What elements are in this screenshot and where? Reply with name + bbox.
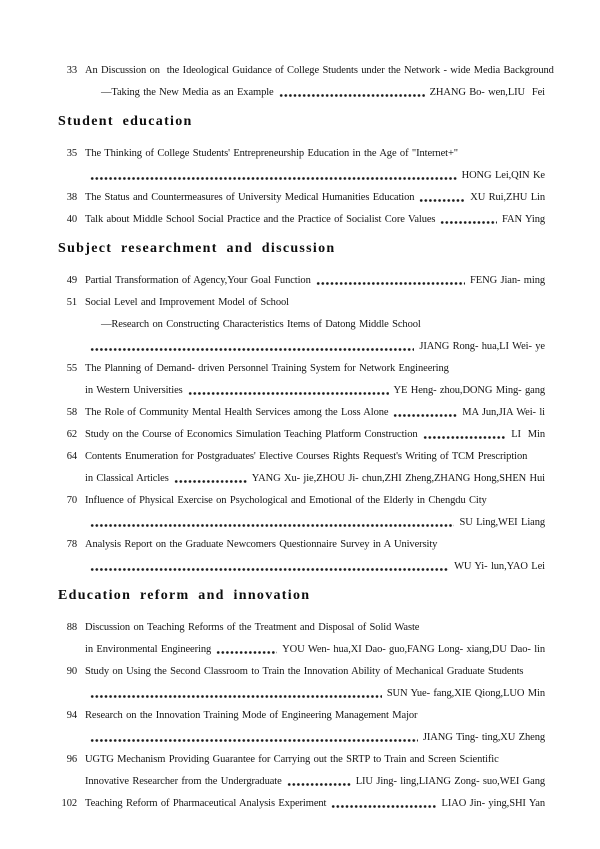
entry-authors: LIAO Jin- ying,SHI Yan bbox=[441, 798, 545, 809]
section-heading: Education reform and innovation bbox=[58, 588, 311, 603]
entry-title: Research on the Innovation Training Mode of Engineering Management Major bbox=[85, 710, 418, 721]
entry-authors: YOU Wen- hua,XI Dao- guo,FANG Long- xiang,DU Dao- lin bbox=[282, 644, 545, 655]
entry-title: UGTG Mechanism Providing Guarantee for Carrying out the SRTP to Train and Screen Scientific bbox=[85, 754, 499, 765]
toc-entry-line bbox=[58, 771, 545, 793]
toc-entry-line bbox=[58, 705, 545, 727]
entry-line-body bbox=[85, 490, 545, 512]
entry-authors: LI Min bbox=[511, 429, 545, 440]
entry-title: Discussion on Teaching Reforms of the Treatment and Disposal of Solid Waste bbox=[85, 622, 420, 633]
entry-title: Talk about Middle School Social Practice and the Practice of Socialist Core Values bbox=[85, 214, 436, 225]
dot-leader bbox=[90, 165, 457, 187]
entry-line-body bbox=[85, 143, 545, 165]
entry-page-number bbox=[58, 556, 77, 578]
dot-leader bbox=[90, 683, 382, 705]
toc-entry-line bbox=[58, 402, 545, 424]
entry-page-number: 96 bbox=[66, 754, 77, 765]
dot-leader bbox=[188, 380, 389, 402]
toc-entry-line bbox=[58, 446, 545, 468]
entry-page-number bbox=[58, 639, 77, 661]
entry-authors: SUN Yue- fang,XIE Qiong,LUO Min bbox=[386, 688, 545, 699]
entry-page-number: 49 bbox=[66, 275, 77, 286]
entry-authors: JIANG Ting- ting,XU Zheng bbox=[422, 732, 545, 743]
entry-page-number: 78 bbox=[66, 539, 77, 550]
toc-entry-line bbox=[58, 187, 545, 209]
dot-leader bbox=[423, 424, 507, 446]
entry-line-body bbox=[85, 60, 554, 82]
toc-entry-line bbox=[58, 60, 554, 82]
entry-page-number: 51 bbox=[66, 297, 77, 308]
entry-authors: FENG Jian- ming bbox=[470, 275, 545, 286]
dot-leader bbox=[419, 187, 465, 209]
toc-entry-line bbox=[58, 380, 545, 402]
entry-title: Partial Transformation of Agency,Your Goal Function bbox=[85, 275, 311, 286]
entry-title: Contents Enumeration for Postgraduates' Elective Courses Rights Request's Writing of TCM Prescription bbox=[85, 451, 528, 462]
entry-page-number: 58 bbox=[66, 407, 77, 418]
entry-title: The Planning of Demand- driven Personnel Training System for Network Engineering bbox=[85, 363, 449, 374]
toc-entry-line bbox=[58, 314, 545, 336]
entry-line-body bbox=[85, 556, 545, 578]
entry-authors: JIANG Rong- hua,LI Wei- ye bbox=[419, 341, 545, 352]
dot-leader bbox=[316, 270, 465, 292]
entry-line-body bbox=[85, 336, 545, 358]
entry-page-number bbox=[58, 82, 77, 104]
entry-page-number: 94 bbox=[66, 710, 77, 721]
toc-entry-line bbox=[58, 468, 545, 490]
entry-page-number bbox=[58, 314, 77, 336]
entry-title: The Thinking of College Students' Entrepreneurship Education in the Age of "Internet+" bbox=[85, 148, 458, 159]
entry-title: Innovative Researcher from the Undergraduate bbox=[85, 776, 282, 787]
entry-line-body bbox=[85, 727, 545, 749]
entry-page-number: 102 bbox=[61, 798, 77, 809]
section-heading: Subject researchment and discussion bbox=[58, 241, 336, 256]
toc-entry-line bbox=[58, 490, 545, 512]
entry-title: Social Level and Improvement Model of School bbox=[85, 297, 289, 308]
entry-title: Teaching Reform of Pharmaceutical Analysis Experiment bbox=[85, 798, 327, 809]
entry-page-number bbox=[58, 683, 77, 705]
dot-leader bbox=[90, 512, 454, 534]
toc-entry-line bbox=[58, 82, 545, 104]
entry-page-number: 35 bbox=[66, 148, 77, 159]
dot-leader bbox=[216, 639, 277, 661]
entry-page-number: 62 bbox=[66, 429, 77, 440]
dot-leader bbox=[287, 771, 351, 793]
entry-line-body bbox=[85, 402, 545, 424]
entry-line-body bbox=[85, 639, 545, 661]
entry-line-body bbox=[85, 82, 545, 104]
toc-entry-line bbox=[58, 270, 545, 292]
entry-title: in Environmental Engineering bbox=[85, 644, 212, 655]
dot-leader bbox=[440, 209, 497, 231]
entry-page-number: 88 bbox=[66, 622, 77, 633]
section-heading: Student education bbox=[58, 114, 193, 129]
entry-title: An Discussion on the Ideological Guidance of College Students under the Network - wide Media Background bbox=[85, 65, 554, 76]
entry-authors: LIU Jing- ling,LIANG Zong- suo,WEI Gang bbox=[355, 776, 545, 787]
toc-entry-line bbox=[58, 143, 545, 165]
entry-authors: SU Ling,WEI Liang bbox=[459, 517, 545, 528]
entry-line-body bbox=[85, 270, 545, 292]
entry-title: in Western Universities bbox=[85, 385, 183, 396]
entry-page-number bbox=[58, 380, 77, 402]
entry-title: Study on the Course of Economics Simulation Teaching Platform Construction bbox=[85, 429, 418, 440]
entry-line-body bbox=[85, 165, 545, 187]
entry-page-number bbox=[58, 727, 77, 749]
entry-line-body bbox=[85, 771, 545, 793]
entry-page-number: 64 bbox=[66, 451, 77, 462]
entry-line-body bbox=[85, 292, 545, 314]
entry-line-body bbox=[85, 314, 545, 336]
entry-page-number: 38 bbox=[66, 192, 77, 203]
toc-entry-line bbox=[58, 661, 545, 683]
entry-page-number bbox=[58, 165, 77, 187]
entry-page-number: 40 bbox=[66, 214, 77, 225]
dot-leader bbox=[279, 82, 425, 104]
entry-line-body bbox=[85, 617, 545, 639]
entry-title: The Status and Countermeasures of University Medical Humanities Education bbox=[85, 192, 415, 203]
entry-authors: YANG Xu- jie,ZHOU Ji- chun,ZHI Zheng,ZHANG Hong,SHEN Hui bbox=[251, 473, 545, 484]
entry-page-number bbox=[58, 512, 77, 534]
entry-authors: FAN Ying bbox=[502, 214, 545, 225]
dot-leader bbox=[393, 402, 457, 424]
entry-title: The Role of Community Mental Health Services among the Loss Alone bbox=[85, 407, 389, 418]
entry-title: Analysis Report on the Graduate Newcomers Questionnaire Survey in A University bbox=[85, 539, 438, 550]
dot-leader bbox=[90, 336, 414, 358]
entry-authors: YE Heng- zhou,DONG Ming- gang bbox=[393, 385, 545, 396]
toc-entry-line bbox=[58, 727, 545, 749]
entry-title: —Research on Constructing Characteristics Items of Datong Middle School bbox=[101, 319, 421, 330]
toc-entry-line bbox=[58, 336, 545, 358]
entry-line-body bbox=[85, 380, 545, 402]
toc-entry-line bbox=[58, 292, 545, 314]
entry-authors: XU Rui,ZHU Lin bbox=[470, 192, 545, 203]
entry-line-body bbox=[85, 468, 545, 490]
entry-line-body bbox=[85, 358, 545, 380]
entry-line-body bbox=[85, 683, 545, 705]
entry-line-body bbox=[85, 209, 545, 231]
toc-entry-line bbox=[58, 749, 545, 771]
dot-leader bbox=[90, 556, 449, 578]
dot-leader bbox=[90, 727, 418, 749]
entry-line-body bbox=[85, 749, 545, 771]
entry-line-body bbox=[85, 534, 545, 556]
entry-line-body bbox=[85, 661, 545, 683]
entry-line-body bbox=[85, 793, 545, 815]
entry-title: Study on Using the Second Classroom to Train the Innovation Ability of Mechanical Graduate Students bbox=[85, 666, 524, 677]
entry-page-number: 70 bbox=[66, 495, 77, 506]
dot-leader bbox=[331, 793, 436, 815]
toc-entry-line bbox=[58, 683, 545, 705]
toc-entry-line bbox=[58, 639, 545, 661]
toc-entry-line bbox=[58, 165, 545, 187]
entry-line-body bbox=[85, 512, 545, 534]
entry-page-number: 90 bbox=[66, 666, 77, 677]
entry-line-body bbox=[85, 705, 545, 727]
dot-leader bbox=[174, 468, 247, 490]
entry-line-body bbox=[85, 446, 545, 468]
entry-authors: MA Jun,JIA Wei- li bbox=[462, 407, 545, 418]
entry-page-number: 55 bbox=[66, 363, 77, 374]
toc-entry-line bbox=[58, 512, 545, 534]
toc-entry-line bbox=[58, 358, 545, 380]
entry-title: Influence of Physical Exercise on Psychological and Emotional of the Elderly in Chengdu City bbox=[85, 495, 487, 506]
entry-authors: WU Yi- lun,YAO Lei bbox=[454, 561, 545, 572]
toc-entry-line bbox=[58, 424, 545, 446]
entry-page-number bbox=[58, 468, 77, 490]
entry-authors: ZHANG Bo- wen,LIU Fei bbox=[429, 87, 545, 98]
toc-entry-line bbox=[58, 556, 545, 578]
entry-authors: HONG Lei,QIN Ke bbox=[461, 170, 545, 181]
toc-entry-line bbox=[58, 209, 545, 231]
entry-page-number bbox=[58, 771, 77, 793]
toc-entry-line bbox=[58, 617, 545, 639]
entry-title: in Classical Articles bbox=[85, 473, 169, 484]
entry-title: —Taking the New Media as an Example bbox=[101, 87, 274, 98]
entry-page-number bbox=[58, 336, 77, 358]
entry-page-number: 33 bbox=[66, 65, 77, 76]
entry-line-body bbox=[85, 187, 545, 209]
toc-entry-line bbox=[58, 534, 545, 556]
toc-entry-line bbox=[58, 793, 545, 815]
entry-line-body bbox=[85, 424, 545, 446]
